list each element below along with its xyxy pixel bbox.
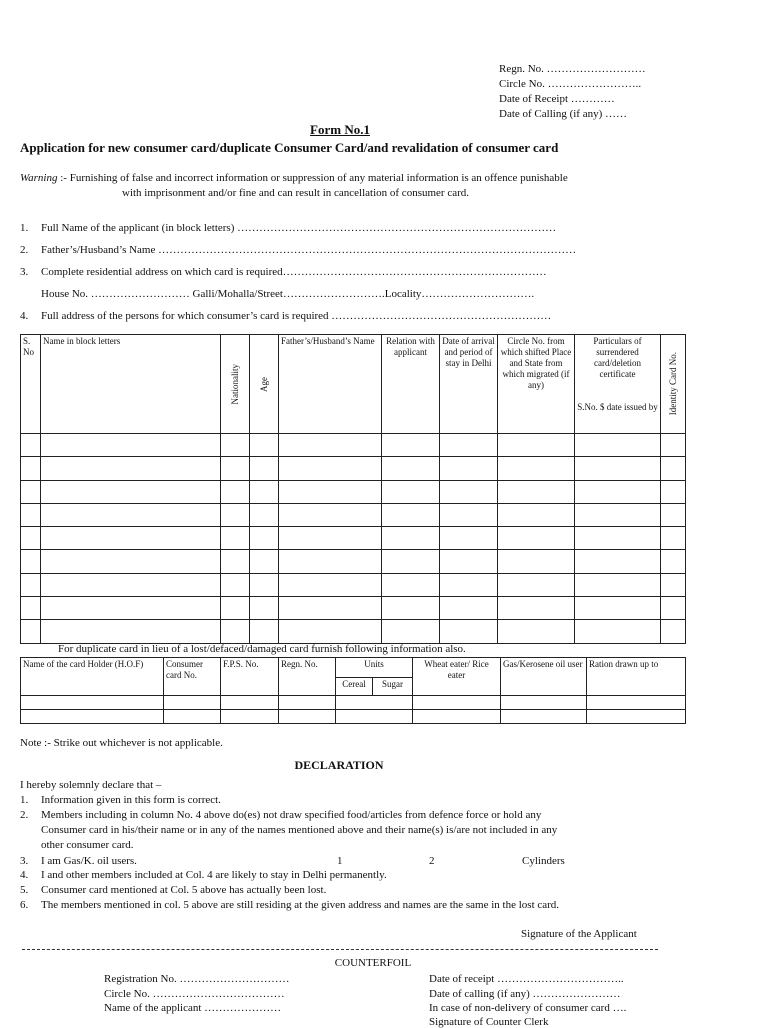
table-cell[interactable] bbox=[661, 550, 686, 573]
table-row bbox=[21, 527, 686, 550]
table-cell[interactable] bbox=[382, 434, 440, 457]
table-cell[interactable] bbox=[587, 710, 686, 724]
header-cereal: Cereal bbox=[336, 678, 373, 696]
header-sno: S. No bbox=[21, 335, 41, 434]
table-cell[interactable] bbox=[575, 597, 661, 620]
table-cell[interactable] bbox=[498, 434, 575, 457]
table-cell[interactable] bbox=[382, 550, 440, 573]
table-row bbox=[21, 710, 686, 724]
table-cell[interactable] bbox=[336, 710, 413, 724]
table-cell[interactable] bbox=[21, 503, 41, 526]
table-cell[interactable] bbox=[279, 597, 382, 620]
table-row bbox=[21, 550, 686, 573]
counterfoil-applicant-name: Name of the applicant ………………… bbox=[104, 1002, 282, 1014]
field-father-name-num: 2. bbox=[20, 244, 29, 256]
applicant-signature: Signature of the Applicant bbox=[521, 928, 637, 940]
table-cell[interactable] bbox=[413, 710, 501, 724]
table-cell[interactable] bbox=[21, 550, 41, 573]
table-cell[interactable] bbox=[21, 710, 164, 724]
table-cell[interactable] bbox=[575, 434, 661, 457]
table-cell[interactable] bbox=[279, 434, 382, 457]
field-applicant-name: Full Name of the applicant (in block letters) …………………………………………………………………………… bbox=[41, 222, 557, 234]
header-ration: Ration drawn up to bbox=[587, 658, 686, 696]
declaration-item-text: other consumer card. bbox=[41, 839, 134, 851]
warning-text bbox=[20, 172, 568, 184]
counterfoil-heading: COUNTERFOIL bbox=[334, 957, 412, 969]
date-of-calling-field: Date of Calling (if any) …… bbox=[499, 108, 627, 120]
header-wheat: Wheat eater/ Rice eater bbox=[413, 658, 501, 696]
warning-line-2: with imprisonment and/or fine and can result in cancellation of consumer card. bbox=[122, 187, 469, 199]
field-persons-address-num: 4. bbox=[20, 310, 29, 322]
table-row bbox=[21, 620, 686, 643]
table-cell[interactable] bbox=[221, 434, 250, 457]
table-cell[interactable] bbox=[440, 480, 498, 503]
declaration-item-number: 6. bbox=[20, 899, 29, 911]
table-cell[interactable] bbox=[250, 434, 279, 457]
table-cell[interactable] bbox=[498, 480, 575, 503]
header-sugar: Sugar bbox=[373, 678, 413, 696]
table-cell[interactable] bbox=[661, 527, 686, 550]
table-row bbox=[21, 597, 686, 620]
table-cell[interactable] bbox=[21, 527, 41, 550]
table-cell[interactable] bbox=[221, 696, 279, 710]
counterfoil-circle-no: Circle No. ……………………………… bbox=[104, 988, 285, 1000]
date-of-receipt-field: Date of Receipt ………… bbox=[499, 93, 615, 105]
table-cell[interactable] bbox=[250, 597, 279, 620]
header-regn: Regn. No. bbox=[279, 658, 336, 696]
table-cell[interactable] bbox=[575, 457, 661, 480]
table-cell[interactable] bbox=[382, 503, 440, 526]
duplicate-table-body bbox=[21, 696, 686, 724]
table-cell[interactable] bbox=[221, 597, 250, 620]
table-cell[interactable] bbox=[279, 457, 382, 480]
table-cell[interactable] bbox=[41, 573, 221, 596]
gas-cylinders: Cylinders bbox=[522, 855, 565, 867]
header-father: Father’s/Husband’s Name bbox=[279, 335, 382, 434]
header-circle: Circle No. from which shifted Place and State from which migrated (if any) bbox=[498, 335, 575, 434]
members-table bbox=[20, 334, 686, 644]
table-cell[interactable] bbox=[41, 503, 221, 526]
header-holder: Name of the card Holder (H.O.F) bbox=[21, 658, 164, 696]
table-cell[interactable] bbox=[221, 503, 250, 526]
table-cell[interactable] bbox=[41, 527, 221, 550]
table-cell[interactable] bbox=[382, 597, 440, 620]
table-cell[interactable] bbox=[221, 527, 250, 550]
table-cell[interactable] bbox=[661, 457, 686, 480]
table-cell[interactable] bbox=[164, 710, 221, 724]
table-cell[interactable] bbox=[21, 457, 41, 480]
table-cell[interactable] bbox=[661, 620, 686, 643]
table-cell[interactable] bbox=[440, 620, 498, 643]
declaration-intro: I hereby solemnly declare that – bbox=[20, 779, 162, 791]
table-cell[interactable] bbox=[221, 710, 279, 724]
declaration-heading: DECLARATION bbox=[294, 758, 384, 772]
table-row bbox=[21, 503, 686, 526]
table-cell[interactable] bbox=[41, 434, 221, 457]
table-cell[interactable] bbox=[250, 527, 279, 550]
table-cell[interactable] bbox=[336, 696, 413, 710]
table-cell[interactable] bbox=[661, 434, 686, 457]
table-row bbox=[21, 434, 686, 457]
table-cell[interactable] bbox=[250, 573, 279, 596]
declaration-item-number: 4. bbox=[20, 869, 29, 881]
counterfoil-non-delivery: In case of non-delivery of consumer card …. bbox=[429, 1002, 627, 1014]
table-cell[interactable] bbox=[21, 573, 41, 596]
table-row bbox=[21, 480, 686, 503]
table-cell[interactable] bbox=[498, 550, 575, 573]
table-cell[interactable] bbox=[221, 457, 250, 480]
counterfoil-registration-no: Registration No. ………………………… bbox=[104, 973, 290, 985]
circle-no-field: Circle No. …………………….. bbox=[499, 78, 642, 90]
table-cell[interactable] bbox=[498, 527, 575, 550]
field-address-num: 3. bbox=[20, 266, 29, 278]
table-cell[interactable] bbox=[382, 480, 440, 503]
table-cell[interactable] bbox=[575, 480, 661, 503]
table-cell[interactable] bbox=[440, 573, 498, 596]
table-cell[interactable] bbox=[498, 573, 575, 596]
members-table-header bbox=[21, 335, 686, 434]
declaration-item-text: The members mentioned in col. 5 above are still residing at the given address and names are the same in the lost card. bbox=[41, 899, 560, 911]
header-date-arrival: Date of arrival and period of stay in Delhi bbox=[440, 335, 498, 434]
header-units: Units bbox=[336, 658, 413, 678]
table-cell[interactable] bbox=[279, 527, 382, 550]
table-cell[interactable] bbox=[21, 696, 164, 710]
header-age: Age bbox=[258, 376, 269, 392]
table-cell[interactable] bbox=[21, 620, 41, 643]
table-cell[interactable] bbox=[440, 434, 498, 457]
table-cell[interactable] bbox=[279, 550, 382, 573]
table-cell[interactable] bbox=[21, 480, 41, 503]
table-cell[interactable] bbox=[661, 573, 686, 596]
table-cell[interactable] bbox=[498, 620, 575, 643]
table-cell[interactable] bbox=[279, 573, 382, 596]
warning-label: Warning bbox=[20, 172, 58, 184]
counterfoil-signature-clerk: Signature of Counter Clerk bbox=[429, 1016, 549, 1028]
table-cell[interactable] bbox=[661, 597, 686, 620]
duplicate-table-header bbox=[21, 658, 686, 678]
table-cell[interactable] bbox=[250, 503, 279, 526]
declaration-item-number: 2. bbox=[20, 809, 29, 821]
header-particulars: Particulars of surrendered card/deletion certificate bbox=[593, 336, 642, 379]
table-row bbox=[21, 696, 686, 710]
field-applicant-name-num: 1. bbox=[20, 222, 29, 234]
table-cell[interactable] bbox=[382, 620, 440, 643]
table-cell[interactable] bbox=[250, 457, 279, 480]
header-particulars-sub: S.No. $ date issued by bbox=[577, 402, 658, 412]
header-relation: Relation with applicant bbox=[382, 335, 440, 434]
table-cell[interactable] bbox=[440, 527, 498, 550]
form-title: Application for new consumer card/duplicate Consumer Card/and revalidation of consumer card bbox=[20, 140, 559, 155]
table-cell[interactable] bbox=[440, 597, 498, 620]
table-cell[interactable] bbox=[41, 597, 221, 620]
counterfoil-date-of-receipt: Date of receipt …………………………….. bbox=[429, 973, 624, 985]
form-number: Form No.1 bbox=[310, 122, 370, 137]
table-cell[interactable] bbox=[587, 696, 686, 710]
declaration-item-number: 1. bbox=[20, 794, 29, 806]
table-cell[interactable] bbox=[575, 620, 661, 643]
table-cell[interactable] bbox=[279, 503, 382, 526]
table-cell[interactable] bbox=[221, 573, 250, 596]
cut-line bbox=[22, 949, 658, 950]
header-identity: Identity Card No. bbox=[667, 352, 678, 416]
table-cell[interactable] bbox=[221, 480, 250, 503]
declaration-item-number: 5. bbox=[20, 884, 29, 896]
declaration-item-text: I am Gas/K. oil users. bbox=[41, 855, 137, 867]
table-cell[interactable] bbox=[382, 573, 440, 596]
table-cell[interactable] bbox=[41, 550, 221, 573]
gas-option-2: 2 bbox=[429, 855, 435, 867]
table-cell[interactable] bbox=[382, 527, 440, 550]
table-row bbox=[21, 457, 686, 480]
duplicate-note: For duplicate card in lieu of a lost/defaced/damaged card furnish following information also. bbox=[58, 643, 466, 655]
table-cell[interactable] bbox=[413, 696, 501, 710]
counterfoil-date-of-calling: Date of calling (if any) …………………… bbox=[429, 988, 621, 1000]
table-cell[interactable] bbox=[575, 503, 661, 526]
declaration-item-text: Members including in column No. 4 above do(es) not draw specified food/articles from defence force or hold any bbox=[41, 809, 542, 821]
warning-line-1: :- Furnishing of false and incorrect information or suppression of any material information is an offence punishable bbox=[60, 172, 568, 184]
table-cell[interactable] bbox=[250, 620, 279, 643]
declaration-item-text: Information given in this form is correct. bbox=[41, 794, 221, 806]
table-cell[interactable] bbox=[661, 480, 686, 503]
table-cell[interactable] bbox=[498, 457, 575, 480]
duplicate-table bbox=[20, 657, 686, 724]
table-cell[interactable] bbox=[164, 696, 221, 710]
table-cell[interactable] bbox=[440, 503, 498, 526]
table-cell[interactable] bbox=[21, 597, 41, 620]
table-cell[interactable] bbox=[279, 620, 382, 643]
table-cell[interactable] bbox=[279, 710, 336, 724]
table-cell[interactable] bbox=[440, 550, 498, 573]
regn-no-field: Regn. No. ……………………… bbox=[499, 63, 646, 75]
declaration-item-text: Consumer card mentioned at Col. 5 above has actually been lost. bbox=[41, 884, 327, 896]
table-cell[interactable] bbox=[221, 550, 250, 573]
header-name: Name in block letters bbox=[41, 335, 221, 434]
field-persons-address: Full address of the persons for which consumer’s card is required …………………………………………………… bbox=[41, 310, 552, 322]
field-house-no: House No. ……………………… Galli/Mohalla/Street……………………….Locality…………………………. bbox=[41, 288, 535, 300]
table-cell[interactable] bbox=[498, 597, 575, 620]
table-cell[interactable] bbox=[250, 480, 279, 503]
table-cell[interactable] bbox=[382, 457, 440, 480]
table-cell[interactable] bbox=[575, 527, 661, 550]
table-row bbox=[21, 573, 686, 596]
field-father-name: Father’s/Husband’s Name …………………………………………………………………………………………………… bbox=[41, 244, 577, 256]
gas-option-1: 1 bbox=[337, 855, 343, 867]
header-consumer-card: Consumer card No. bbox=[164, 658, 221, 696]
table-cell[interactable] bbox=[661, 503, 686, 526]
table-cell[interactable] bbox=[221, 620, 250, 643]
table-cell[interactable] bbox=[250, 550, 279, 573]
table-cell[interactable] bbox=[41, 457, 221, 480]
table-cell[interactable] bbox=[575, 573, 661, 596]
table-cell[interactable] bbox=[41, 480, 221, 503]
declaration-item-number: 3. bbox=[20, 855, 29, 867]
header-nationality: Nationality bbox=[229, 363, 240, 405]
header-fps: F.P.S. No. bbox=[221, 658, 279, 696]
declaration-item-text: I and other members included at Col. 4 are likely to stay in Delhi permanently. bbox=[41, 869, 387, 881]
field-address: Complete residential address on which card is required……………………………………………………………… bbox=[41, 266, 547, 278]
table-cell[interactable] bbox=[279, 480, 382, 503]
table-cell[interactable] bbox=[21, 434, 41, 457]
strike-out-note: Note :- Strike out whichever is not applicable. bbox=[20, 737, 223, 749]
table-cell[interactable] bbox=[501, 696, 587, 710]
table-cell[interactable] bbox=[501, 710, 587, 724]
table-cell[interactable] bbox=[440, 457, 498, 480]
table-cell[interactable] bbox=[41, 620, 221, 643]
table-cell[interactable] bbox=[279, 696, 336, 710]
header-gas: Gas/Kerosene oil user bbox=[501, 658, 587, 696]
table-cell[interactable] bbox=[498, 503, 575, 526]
table-cell[interactable] bbox=[575, 550, 661, 573]
members-table-body bbox=[21, 434, 686, 644]
declaration-item-text: Consumer card in his/their name or in any of the names mentioned above and their name(s) is/are not included in any bbox=[41, 824, 558, 836]
